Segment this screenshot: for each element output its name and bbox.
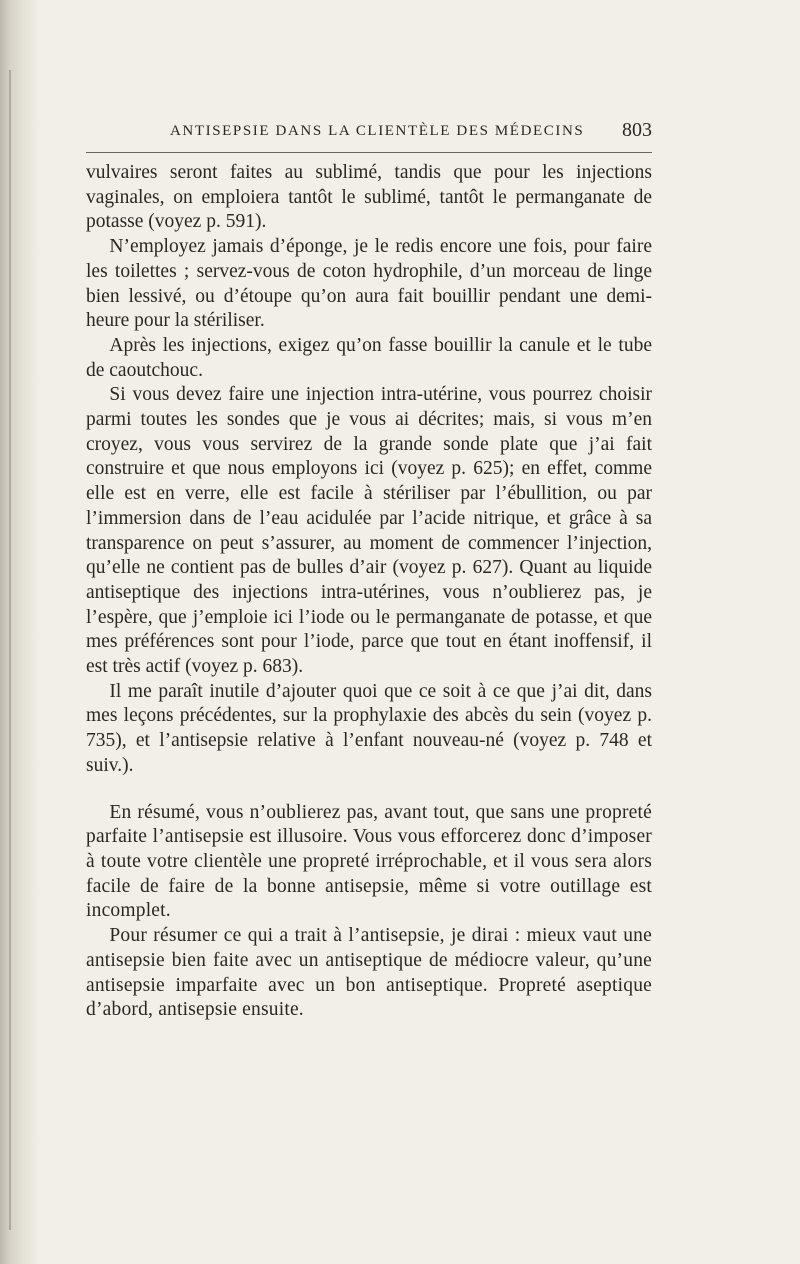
running-title: ANTISEPSIE DANS LA CLIENTÈLE DES MÉDECINS [170, 123, 585, 139]
summary-paragraph: En résumé, vous n’oublierez pas, avant tout, que sans une propreté parfaite l’antisepsie est illusoire. Vous vous efforcerez donc d’imposer à toute votre clientèle une propreté irréprochable, et il vous sera alors facile de faire de la bonne antisepsie, même si votre outillage est incomplet. [86, 801, 652, 922]
summary-paragraph: Pour résumer ce qui a trait à l’antisepsie, je dirai : mieux vaut une antisepsie bien faite avec un antiseptique de médiocre valeur, qu’une antisepsie imparfaite avec un bon antiseptique. Propreté aseptique d’abord, antisepsie ensuite. [86, 925, 652, 1021]
header-rule [86, 152, 652, 153]
binding-edge [9, 70, 11, 1230]
paragraph: Après les injections, exigez qu’on fasse bouillir la canule et le tube de caoutchouc. [86, 334, 652, 381]
running-header [170, 119, 652, 147]
book-spine-shadow [0, 0, 40, 1264]
paragraph-continued: vulvaires seront faites au sublimé, tandis que pour les injections vaginales, on emploiera tantôt le sublimé, tantôt le permanganate de potasse (voyez p. 591). [86, 162, 652, 233]
paragraph: Si vous devez faire une injection intra-utérine, vous pourrez choisir parmi toutes les sondes que je vous ai décrites; mais, si vous m’en croyez, vous vous servirez de la grande sonde plate que j’ai fait construire et que nous employons ici (voyez p. 625); en effet, comme elle est en verre, elle est facile à stériliser par l’ébullition, ou par l’immersion dans de l’eau acidulée par l’acide nitrique, et grâce à sa transparence on peut s’assurer, au moment de commencer l’injection, qu’elle ne contient pas de bulles d’air (voyez p. 627). Quant au liquide antiseptique des injections intra-utérines, vous n’oublierez pas, je l’espère, que j’emploie ici l’iode ou le permanganate de potasse, et que mes préférences sont pour l’iode, parce que tout en étant inoffensif, il est très actif (voyez p. 683). [86, 384, 652, 678]
body-text [86, 161, 652, 1023]
page-number: 803 [622, 119, 652, 141]
paragraph: Il me paraît inutile d’ajouter quoi que ce soit à ce que j’ai dit, dans mes leçons précédentes, sur la prophylaxie des abcès du sein (voyez p. 735), et l’antisepsie relative à l’enfant nouveau-né (voyez p. 748 et suiv.). [86, 680, 652, 776]
paragraph: N’employez jamais d’éponge, je le redis encore une fois, pour faire les toilettes ; servez-vous de coton hydrophile, d’un morceau de linge bien lessivé, ou d’étoupe qu’on aura fait bouillir pendant une demi-heure pour la stériliser. [86, 236, 652, 332]
summary-section [86, 801, 652, 1023]
